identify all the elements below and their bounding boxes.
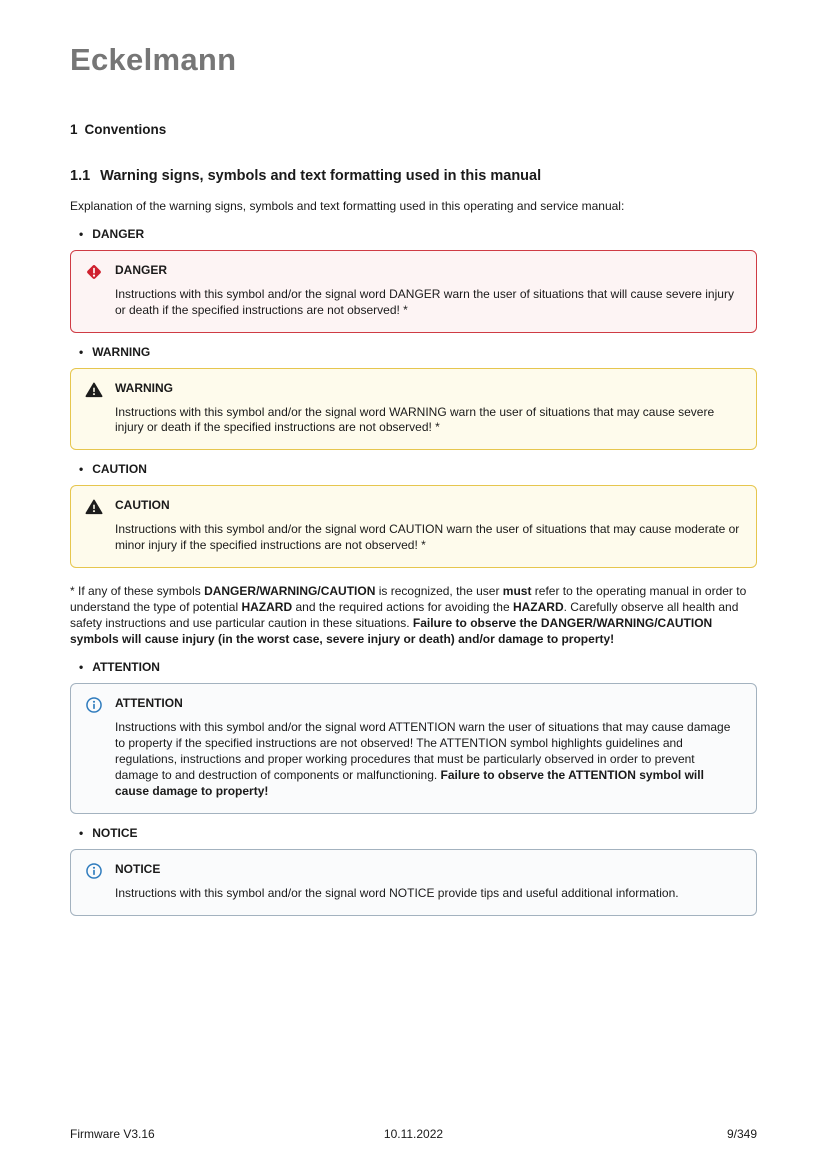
bullet-item-caution: [70, 462, 757, 476]
intro-paragraph: Explanation of the warning signs, symbols and text formatting used in this operating and service manual:: [70, 199, 625, 213]
bullet-dot-icon: [79, 826, 83, 840]
bullet-label-attention: ATTENTION: [92, 660, 160, 675]
bullet-label-warning: WARNING: [92, 344, 151, 359]
bullet-dot-icon: [79, 660, 83, 674]
section-title: Warning signs, symbols and text formatting used in this manual: [100, 168, 542, 184]
caution-box-content: [115, 498, 740, 554]
chapter-heading: [70, 122, 757, 137]
chapter-number: 1: [70, 122, 78, 137]
bullet-label-notice: NOTICE: [92, 825, 138, 840]
footer-page-number: 9/349: [726, 1127, 757, 1141]
attention-body-text-bold: Failure to observe the ATTENTION symbol will cause damage to property!: [115, 767, 704, 798]
attention-box-title: ATTENTION: [115, 696, 183, 711]
footer-firmware-version: Firmware V3.16: [70, 1127, 155, 1141]
info-circle-icon: [85, 862, 103, 880]
caution-box: [70, 485, 757, 568]
bullet-dot-icon: [79, 227, 83, 241]
danger-box: [70, 250, 757, 333]
footnote-text: refer to the operating manual in order to understand the type of potential: [70, 584, 747, 615]
footnote-text-bold: must: [502, 584, 532, 599]
attention-body-text: Instructions with this symbol and/or the signal word ATTENTION warn the user of situations that may cause damage to property if the specified instructions are not observed! The ATTENTION symbol highlights guidelines and regulations, instructions and proper working procedures that must be particularly observed in order to prevent damage to and destruction of components or malfunctioning.: [115, 720, 731, 782]
bullet-item-danger: [70, 227, 757, 241]
eckelmann-logo: Eckelmann: [70, 42, 237, 77]
bullet-item-notice: [70, 826, 757, 840]
notice-box-title: NOTICE: [115, 861, 161, 876]
warning-triangle-icon: [85, 381, 103, 399]
danger-diamond-icon: [85, 263, 103, 281]
bullet-label-caution: CAUTION: [92, 462, 147, 477]
notice-box-content: [115, 862, 740, 902]
bullet-item-attention: [70, 660, 757, 674]
footnote-text: is recognized, the user: [375, 584, 503, 599]
danger-box-body: Instructions with this symbol and/or the signal word DANGER warn the user of situations that will cause severe injury or death if the specified instructions are not observed! *: [115, 286, 734, 317]
bullet-dot-icon: [79, 462, 83, 476]
page-footer: [70, 1127, 757, 1141]
footnote-text-bold: HAZARD: [512, 600, 564, 615]
footer-date: 10.11.2022: [383, 1127, 444, 1141]
footnote-text-bold: DANGER/WARNING/CAUTION: [204, 584, 376, 599]
bullet-item-warning: [70, 345, 757, 359]
chapter-title: Conventions: [84, 122, 167, 137]
attention-box-content: [115, 696, 740, 800]
footnote-text: . Carefully observe all health and safety instructions and use particular caution in these situations.: [70, 600, 739, 631]
notice-box: [70, 849, 757, 916]
warning-box-body: Instructions with this symbol and/or the signal word WARNING warn the user of situations that may cause severe injury or death if the specified instructions are not observed! *: [115, 404, 715, 435]
info-circle-icon: [85, 696, 103, 714]
danger-box-title: DANGER: [115, 262, 168, 277]
warning-box: [70, 368, 757, 451]
section-number: 1.1: [70, 168, 91, 184]
footnote-paragraph: [70, 584, 757, 648]
warning-triangle-icon: [85, 498, 103, 516]
attention-box-body: [115, 720, 740, 800]
bullet-label-danger: DANGER: [92, 226, 145, 241]
attention-box: [70, 683, 757, 814]
footnote-text-bold: HAZARD: [241, 600, 293, 615]
danger-box-content: [115, 263, 740, 319]
section-heading: [70, 168, 757, 184]
footnote-text: * If any of these symbols: [70, 584, 205, 599]
footnote-text: and the required actions for avoiding the: [292, 600, 513, 615]
footnote-text-bold: Failure to observe the DANGER/WARNING/CAUTION symbols will cause injury (in the worst case, severe injury or death) and/or damage to property!: [70, 616, 713, 647]
warning-box-content: [115, 381, 740, 437]
caution-box-body: Instructions with this symbol and/or the signal word CAUTION warn the user of situations that may cause moderate or minor injury if the specified instructions are not observed! *: [115, 522, 740, 553]
bullet-dot-icon: [79, 345, 83, 359]
warning-box-title: WARNING: [115, 380, 173, 395]
notice-box-body: Instructions with this symbol and/or the signal word NOTICE provide tips and useful additional information.: [115, 885, 679, 900]
caution-box-title: CAUTION: [115, 498, 170, 513]
